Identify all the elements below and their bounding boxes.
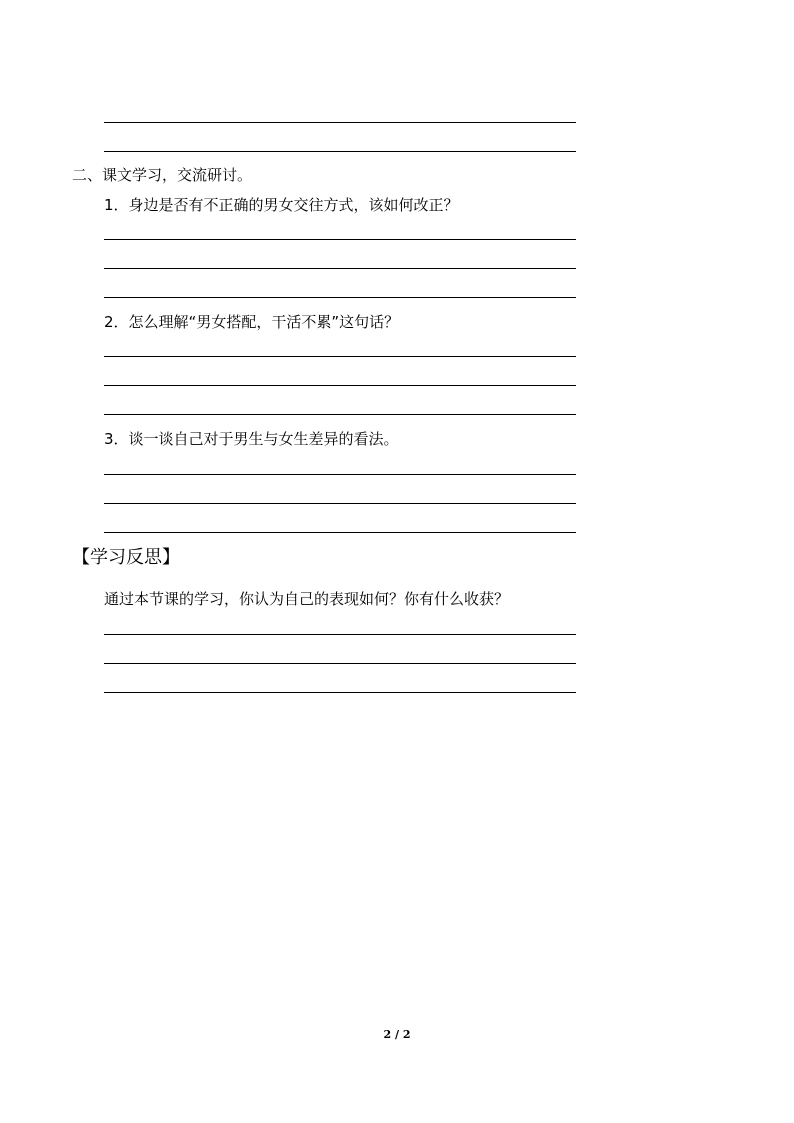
reflection-prompt: 通过本节课的学习，你认为自己的表现如何？你有什么收获？ — [104, 590, 510, 608]
section-title: 二、课文学习，交流研讨。 — [72, 166, 253, 184]
answer-line — [104, 356, 576, 357]
question-text: 怎么理解“男女搭配，干活不累”这句话？ — [128, 313, 400, 331]
question-number: 3． — [104, 430, 129, 448]
answer-line — [104, 414, 576, 415]
page-number: 2 / 2 — [383, 1028, 411, 1041]
answer-line — [104, 692, 576, 693]
answer-line — [104, 151, 576, 152]
answer-line — [104, 663, 576, 664]
question-number: 1． — [104, 196, 129, 214]
answer-line — [104, 239, 576, 240]
answer-line — [104, 122, 576, 123]
answer-line — [104, 503, 576, 504]
answer-line — [104, 268, 576, 269]
question-text: 谈一谈自己对于男生与女生差异的看法。 — [128, 430, 399, 448]
answer-line — [104, 297, 576, 298]
answer-line — [104, 385, 576, 386]
answer-line — [104, 532, 576, 533]
answer-line — [104, 634, 576, 635]
question-number: 2． — [104, 313, 129, 331]
reflection-heading: 【学习反思】 — [72, 547, 180, 568]
question-text: 身边是否有不正确的男女交往方式，该如何改正？ — [128, 196, 459, 214]
answer-line — [104, 474, 576, 475]
